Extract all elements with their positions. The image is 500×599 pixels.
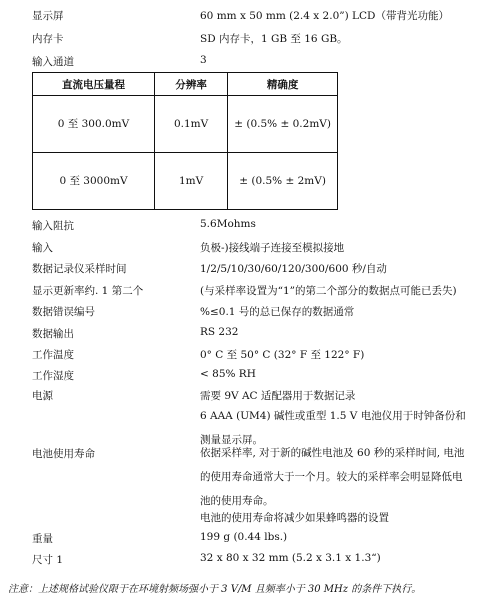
spec-label: 数据错误编号 xyxy=(32,306,95,318)
spec-value: < 85% RH xyxy=(200,368,256,380)
spec-label: 输入通道 xyxy=(32,56,74,68)
spec-value: 199 g (0.44 lbs.) xyxy=(200,531,288,543)
spec-value: RS 232 xyxy=(200,326,239,338)
table-cell: ± (0.5% ± 0.2mV) xyxy=(228,96,338,153)
spec-value: 6 AAA (UM4) 碱性或重型 1.5 V 电池仪用于时钟备份和测量显示屏。 xyxy=(200,410,466,446)
spec-value: 60 mm x 50 mm (2.4 x 2.0”) LCD（带背光功能） xyxy=(200,10,449,22)
spec-value: 0° C 至 50° C (32° F 至 122° F) xyxy=(200,349,365,361)
spec-label: 显示更新率约. 1 第二个 xyxy=(32,285,144,297)
table-cell: 0 至 300.0mV xyxy=(33,96,155,153)
spec-label: 尺寸 1 xyxy=(32,554,64,566)
table-header-cell: 直流电压量程 xyxy=(33,73,155,96)
spec-label: 电池使用寿命 xyxy=(32,448,95,460)
spec-value: %≤0.1 号的总已保存的数据通常 xyxy=(200,306,355,318)
spec-label: 输入阻抗 xyxy=(32,220,74,232)
table-row xyxy=(33,153,338,210)
table-cell: 0.1mV xyxy=(155,96,228,153)
voltage-range-table xyxy=(32,72,338,210)
table-header-cell: 分辨率 xyxy=(155,73,228,96)
spec-label: 电源 xyxy=(32,390,53,402)
spec-value: SD 内存卡，1 GB 至 16 GB。 xyxy=(200,33,348,45)
spec-value: 依据采样率, 对于新的碱性电池及 60 秒的采样时间, 电池的使用寿命通常大于一个月。较大的采样率会明显降低电池的使用寿命。 xyxy=(200,447,465,507)
table-header-row xyxy=(33,73,338,96)
footnote: 注意：上述规格试验仪限于在环境射频场强小于 3 V/M 且频率小于 30 MHz 的条件下执行。 xyxy=(8,584,422,595)
spec-label: 内存卡 xyxy=(32,33,64,45)
table-cell: 0 至 3000mV xyxy=(33,153,155,210)
spec-label: 工作湿度 xyxy=(32,370,74,382)
spec-value: 需要 9V AC 适配器用于数据记录 xyxy=(200,390,356,402)
spec-label: 重量 xyxy=(32,533,53,545)
spec-label: 显示屏 xyxy=(32,10,64,22)
spec-value: (与采样率设置为“1”的第二个部分的数据点可能已丢失) xyxy=(200,285,457,297)
table-cell: 1mV xyxy=(155,153,228,210)
table-cell: ± (0.5% ± 2mV) xyxy=(228,153,338,210)
table-header-cell: 精确度 xyxy=(228,73,338,96)
spec-label: 数据输出 xyxy=(32,328,74,340)
spec-value: 32 x 80 x 32 mm (5.2 x 3.1 x 1.3“) xyxy=(200,552,381,564)
spec-label: 输入 xyxy=(32,242,53,254)
spec-value: 3 xyxy=(200,54,207,66)
spec-label: 数据记录仪采样时间 xyxy=(32,263,127,275)
spec-value: 负极-)接线端子连接至模拟接地 xyxy=(200,242,345,254)
table-row xyxy=(33,96,338,153)
spec-label: 工作温度 xyxy=(32,349,74,361)
spec-value: 5.6Mohms xyxy=(200,218,256,230)
spec-value: 电池的使用寿命将减少如果蜂鸣器的设置 xyxy=(200,512,389,524)
spec-value: 1/2/5/10/30/60/120/300/600 秒/自动 xyxy=(200,263,387,275)
